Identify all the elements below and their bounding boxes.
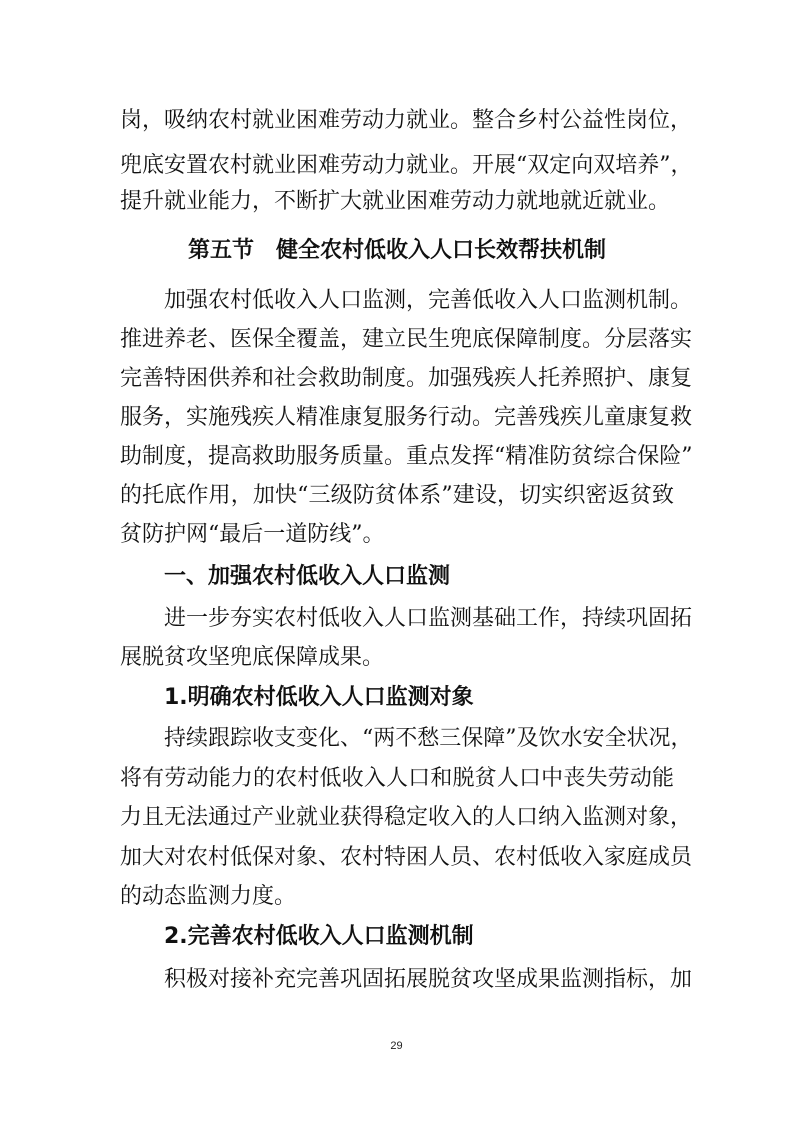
body-line: 加强农村低收入人口监测，完善低收入人口监测机制。 [164,288,693,313]
body-line: 推进养老、医保全覆盖，建立民生兜底保障制度。分层落实 [120,327,693,352]
body-line: 贫防护网“最后一道防线”。 [120,522,385,547]
body-line: 的动态监测力度。 [120,884,297,909]
body-line: 积极对接补充完善巩固拓展脱贫攻坚成果监测指标，加 [164,967,693,992]
section-title [120,236,674,266]
body-line: 完善特困供养和社会救助制度。加强残疾人托养照护、康复 [120,366,693,391]
item-heading: 1.明确农村低收入人口监测对象 [164,685,474,710]
body-line: 展脱贫攻坚兜底保障成果。 [120,645,385,670]
body-line: 兜底安置农村就业困难劳动力就业。开展“双定向双培养”， [120,153,693,178]
section-number: 第五节 [187,238,254,263]
body-line: 进一步夯实农村低收入人口监测基础工作，持续巩固拓 [164,606,693,631]
subsection-heading: 一、加强农村低收入人口监测 [164,564,451,589]
body-line: 加大对农村低保对象、农村特困人员、农村低收入家庭成员 [120,845,693,870]
section-title-text: 健全农村低收入人口长效帮扶机制 [276,238,607,263]
body-line: 助制度，提高救助服务质量。重点发挥“精准防贫综合保险” [120,444,693,469]
body-line: 岗，吸纳农村就业困难劳动力就业。整合乡村公益性岗位， [120,108,693,133]
body-line: 的托底作用，加快“三级防贫体系”建设，切实织密返贫致 [120,483,674,508]
body-line: 服务，实施残疾人精准康复服务行动。完善残疾儿童康复救 [120,405,693,430]
item-heading: 2.完善农村低收入人口监测机制 [164,924,474,949]
body-line: 提升就业能力，不断扩大就业困难劳动力就地就近就业。 [120,189,671,214]
body-line: 将有劳动能力的农村低收入人口和脱贫人口中丧失劳动能 [120,766,674,791]
page-number: 29 [390,1040,403,1052]
body-line: 力且无法通过产业就业获得稳定收入的人口纳入监测对象， [120,805,693,830]
body-line: 持续跟踪收支变化、“两不愁三保障”及饮水安全状况， [164,726,693,751]
